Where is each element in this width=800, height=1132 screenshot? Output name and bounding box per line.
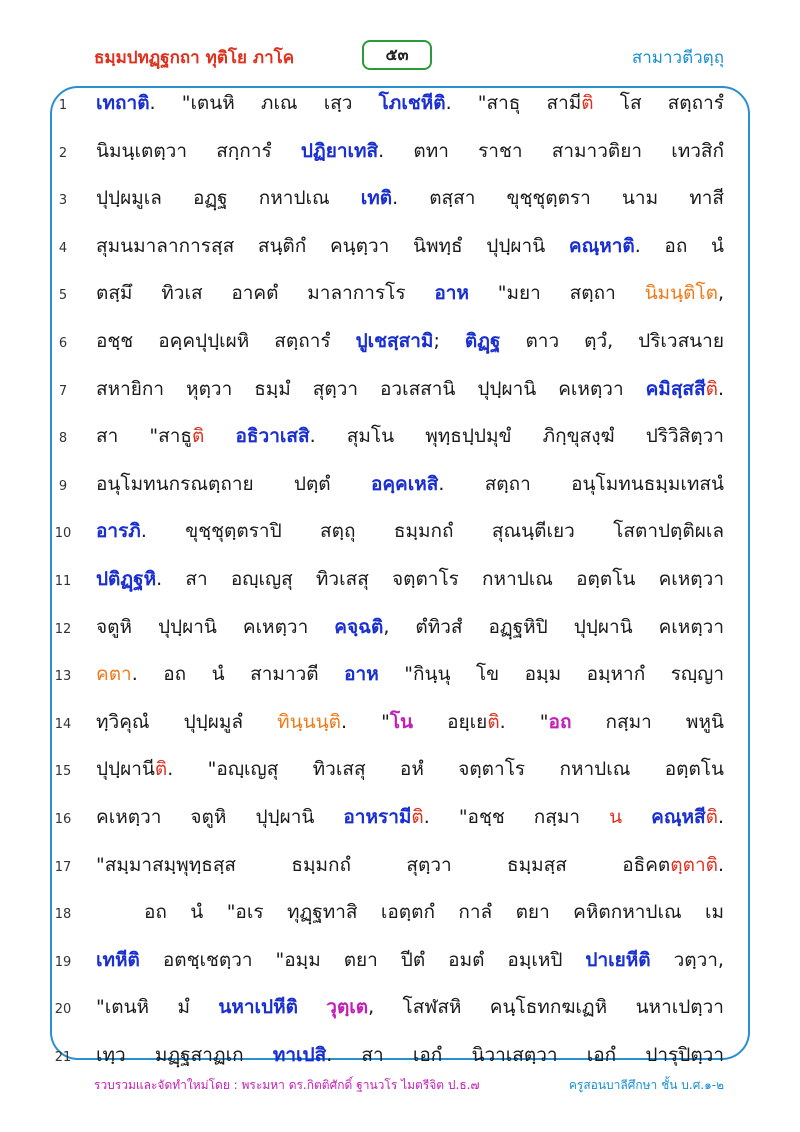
- line-number: 6: [58, 336, 68, 351]
- text-segment: , โสฬสหิ คนฺโธทกฆเฏหิ นหาเปตฺวา: [368, 996, 724, 1019]
- text-segment: . "สาธุ สามี: [445, 92, 582, 114]
- highlighted-word: คณฺหาติ: [568, 234, 635, 257]
- line-text: [96, 516, 724, 546]
- text-line: [0, 132, 800, 176]
- line-number: 20: [54, 1002, 72, 1018]
- line-number: 21: [54, 1050, 72, 1065]
- text-segment: นิมนฺเตตฺวา สกฺการํ: [96, 139, 301, 162]
- line-text: [144, 897, 724, 927]
- course-info: ครูสอนบาลีศึกษา ชั้น บ.ศ.๑-๒: [568, 1078, 724, 1092]
- highlighted-word: ปูเชสฺสามิ: [355, 330, 434, 352]
- line-number: 15: [54, 764, 72, 780]
- line-text: [96, 374, 724, 404]
- highlighted-word: ติ: [487, 710, 500, 733]
- text-segment: . สา อญฺเญสุ ทิวเสสุ จตฺตาโร กหาปเณ อตฺตโน คเหตฺวา: [156, 568, 724, 590]
- text-segment: . อถ นํ สามาวตี: [131, 663, 345, 686]
- line-number: 4: [58, 240, 68, 256]
- text-segment: สหายิกา หุตฺวา ธมฺมํ สุตฺวา อวเสสานิ ปุปฺผานิ คเหตฺวา: [96, 377, 646, 400]
- text-segment: [622, 806, 651, 828]
- text-segment: สา "สาธู: [96, 425, 193, 448]
- text-segment: ;: [433, 330, 465, 352]
- line-number: 13: [54, 669, 72, 685]
- line-text: [96, 326, 724, 356]
- line-number: 2: [58, 145, 68, 161]
- text-segment: "กินฺนุ โข อมฺม อมฺหากํ รญฺญา: [378, 663, 724, 686]
- text-line: [0, 846, 800, 890]
- line-text: [96, 469, 724, 499]
- line-number: 12: [54, 621, 72, 637]
- text-line: [0, 227, 800, 271]
- line-text: [96, 421, 724, 451]
- page-number-badge: ๕๓: [362, 40, 432, 70]
- text-line: [0, 1036, 800, 1080]
- highlighted-word: นิมนฺติโต: [644, 282, 718, 305]
- line-text: [96, 945, 724, 975]
- text-line: [0, 84, 800, 128]
- book-title: ธมฺมปทฏฺฐกถา ทุติโย ภาโค: [94, 48, 295, 68]
- text-segment: "เตนหิ มํ: [96, 996, 219, 1019]
- text-segment: . อถ นํ: [634, 234, 725, 257]
- line-number: 1: [58, 98, 68, 113]
- line-number: 11: [54, 574, 72, 589]
- text-line: [0, 322, 800, 366]
- line-text: [96, 754, 724, 784]
- highlighted-word: คจฺฉติ: [334, 615, 384, 638]
- text-segment: . "อญฺเญสุ ทิวเสสุ อหํ จตฺตาโร กหาปเณ อตฺตโน: [167, 758, 724, 781]
- text-segment: อชฺช อคฺคปุปฺเผหิ สตฺถารํ: [96, 330, 356, 352]
- text-segment: [298, 996, 326, 1018]
- text-line: [0, 560, 800, 604]
- text-segment: วตฺวา,: [650, 948, 724, 971]
- text-segment: . ตสฺสา ขุชฺชุตฺตรา นาม ทาสี: [392, 187, 724, 210]
- text-segment: อตชฺเชตฺวา "อมฺม ตยา ปีตํ อมตํ อมฺเหปิ: [139, 948, 586, 971]
- line-number: 17: [54, 859, 72, 875]
- text-segment: อถ นํ "อเร ทุฏฺฐทาสิ เอตฺตกํ กาลํ ตยา คหิตกหาปเณ เม: [144, 901, 724, 924]
- page-footer: [0, 1076, 800, 1100]
- text-segment: "สมฺมาสมฺพุทฺธสฺส ธมฺมกถํ สุตฺวา ธมฺมสฺส อธิคต: [96, 853, 671, 876]
- text-segment: ตสฺมึ ทิวเส อาคตํ มาลาการโร: [96, 282, 435, 305]
- line-text: [96, 564, 724, 594]
- line-number: 19: [54, 954, 72, 970]
- line-text: [96, 707, 724, 737]
- text-segment: อยฺเย: [413, 710, 488, 733]
- text-segment: กสฺมา พหูนิ: [571, 710, 724, 733]
- text-line: [0, 750, 800, 794]
- text-line: [0, 465, 800, 509]
- text-segment: . ตทา ราชา สามาวติยา เทวสิกํ: [378, 139, 724, 162]
- highlighted-word: ปติฏฺฐหิ: [96, 568, 157, 590]
- line-text: [96, 1040, 724, 1070]
- text-line: [0, 274, 800, 318]
- text-segment: [204, 425, 235, 447]
- text-line: [0, 512, 800, 556]
- page-header: [0, 36, 800, 84]
- line-number: 10: [54, 526, 72, 542]
- line-text: [96, 850, 724, 880]
- highlighted-word: ติ: [411, 806, 424, 828]
- text-segment: อนุโมทนกรณตฺถาย ปตฺตํ: [96, 472, 371, 495]
- highlighted-word: ติ: [705, 806, 718, 828]
- highlighted-word: เทหีติ: [96, 948, 140, 971]
- text-segment: , ตํทิวสํ อฏฺฐหิปิ ปุปฺผานิ คเหตฺวา: [383, 615, 724, 638]
- text-segment: .: [717, 377, 724, 400]
- text-segment: โส สตฺถารํ: [593, 92, 724, 114]
- line-number: 18: [54, 907, 72, 923]
- text-segment: "มยา สตฺถา: [468, 282, 645, 305]
- text-segment: ปุปฺผานี: [96, 758, 155, 781]
- text-segment: เทฺว มฏฺฐสาฏเก: [96, 1044, 273, 1066]
- highlighted-word: อาหรามี: [343, 806, 412, 828]
- highlighted-word: เทติ: [360, 187, 393, 210]
- line-number: 9: [58, 478, 68, 494]
- line-number: 14: [54, 716, 72, 732]
- highlighted-word: อารภิ: [96, 520, 141, 543]
- highlighted-word: นหาเปหีติ: [218, 996, 298, 1019]
- highlighted-word: คตา: [96, 663, 132, 686]
- line-text: [96, 992, 724, 1022]
- text-segment: . สุมโน พุทฺธปฺปมุขํ ภิกฺขุสงฺฆํ ปริวิสิตฺวา: [309, 425, 724, 448]
- highlighted-word: คณฺหสี: [651, 806, 706, 828]
- line-text: [96, 231, 724, 261]
- text-segment: . สา เอกํ นิวาเสตฺวา เอกํ ปารุปิตฺวา: [326, 1044, 724, 1066]
- text-segment: คเหตฺวา จตูหิ ปุปฺผานิ: [96, 806, 344, 828]
- text-segment: .: [717, 806, 724, 828]
- compiler-credit: รวบรวมและจัดทำใหม่โดย : พระมหา ดร.กิตติศักดิ์ ฐานวโร ไมตรีจิต ป.ธ.๗: [94, 1078, 480, 1092]
- text-line: [0, 179, 800, 223]
- highlighted-word: เทถาติ: [96, 92, 150, 114]
- highlighted-word: ติ: [705, 377, 718, 400]
- line-number: 16: [54, 812, 72, 827]
- text-segment: จตูหิ ปุปฺผานิ คเหตฺวา: [96, 615, 335, 638]
- text-line: [0, 988, 800, 1032]
- line-text: [96, 88, 724, 118]
- story-title: สามาวตีวตฺถุ: [631, 48, 724, 68]
- text-segment: . ขุชฺชุตฺตราปิ สตฺถุ ธมฺมกถํ สุณนฺตีเยว โสตาปตฺติผเล: [140, 520, 724, 543]
- text-line: [0, 370, 800, 414]
- highlighted-word: อาห: [434, 282, 469, 305]
- text-segment: ปุปฺผมูเล อฏฺฐ กหาปเณ: [96, 187, 361, 210]
- text-segment: . ": [499, 710, 549, 733]
- line-number: 7: [58, 383, 68, 399]
- line-number: 5: [58, 288, 68, 304]
- highlighted-word: ติ: [154, 758, 168, 781]
- text-line: [0, 941, 800, 985]
- highlighted-word: ทาเปสิ: [272, 1044, 327, 1066]
- line-text: [96, 183, 724, 213]
- highlighted-word: ทินฺนนฺติ: [277, 710, 341, 733]
- text-line: [0, 703, 800, 747]
- highlighted-word: ตฺตาติ: [670, 853, 718, 876]
- text-line: [0, 893, 800, 937]
- line-number: 8: [58, 431, 68, 447]
- text-segment: ทฺวิคุณํ ปุปฺผมูลํ: [96, 710, 278, 733]
- text-segment: ,: [717, 282, 724, 305]
- highlighted-word: ติ: [192, 425, 205, 448]
- text-segment: . สตฺถา อนุโมทนธมฺมเทสนํ: [438, 472, 724, 495]
- text-line: [0, 798, 800, 842]
- highlighted-word: อธิวาเสสิ: [235, 425, 310, 448]
- highlighted-word: โภเชหีติ: [378, 92, 446, 114]
- highlighted-word: ติ: [581, 92, 594, 114]
- highlighted-word: ติฏฺฐ: [464, 330, 501, 352]
- text-segment: . "อชฺช กสฺมา: [423, 806, 610, 828]
- line-text: [96, 802, 724, 832]
- text-segment: . "เตนหิ ภเณ เสฺว: [149, 92, 379, 114]
- highlighted-word: น: [609, 806, 623, 828]
- text-line: [0, 417, 800, 461]
- line-number: 3: [58, 193, 68, 209]
- highlighted-word: โน: [389, 710, 414, 733]
- highlighted-word: คมิสฺสสี: [645, 377, 706, 400]
- text-segment: .: [717, 853, 724, 876]
- highlighted-word: อาห: [344, 663, 379, 686]
- text-line: [0, 655, 800, 699]
- line-text: [96, 612, 724, 642]
- highlighted-word: ปาเยหีติ: [585, 948, 651, 971]
- highlighted-word: อถ: [548, 710, 572, 733]
- text-segment: . ": [340, 710, 390, 733]
- line-text: [96, 136, 724, 166]
- highlighted-word: วุตฺเต: [326, 996, 369, 1019]
- line-text: [96, 278, 724, 308]
- highlighted-word: อคฺคเหสิ: [370, 472, 439, 495]
- line-text: [96, 659, 724, 689]
- text-line: [0, 608, 800, 652]
- text-segment: ตาว ตฺวํ, ปริเวสนาย: [500, 330, 724, 352]
- text-segment: สุมนมาลาการสฺส สนฺติกํ คนฺตฺวา นิพทฺธํ ปุปฺผานิ: [96, 234, 569, 257]
- highlighted-word: ปฏิยาเทสิ: [300, 139, 379, 162]
